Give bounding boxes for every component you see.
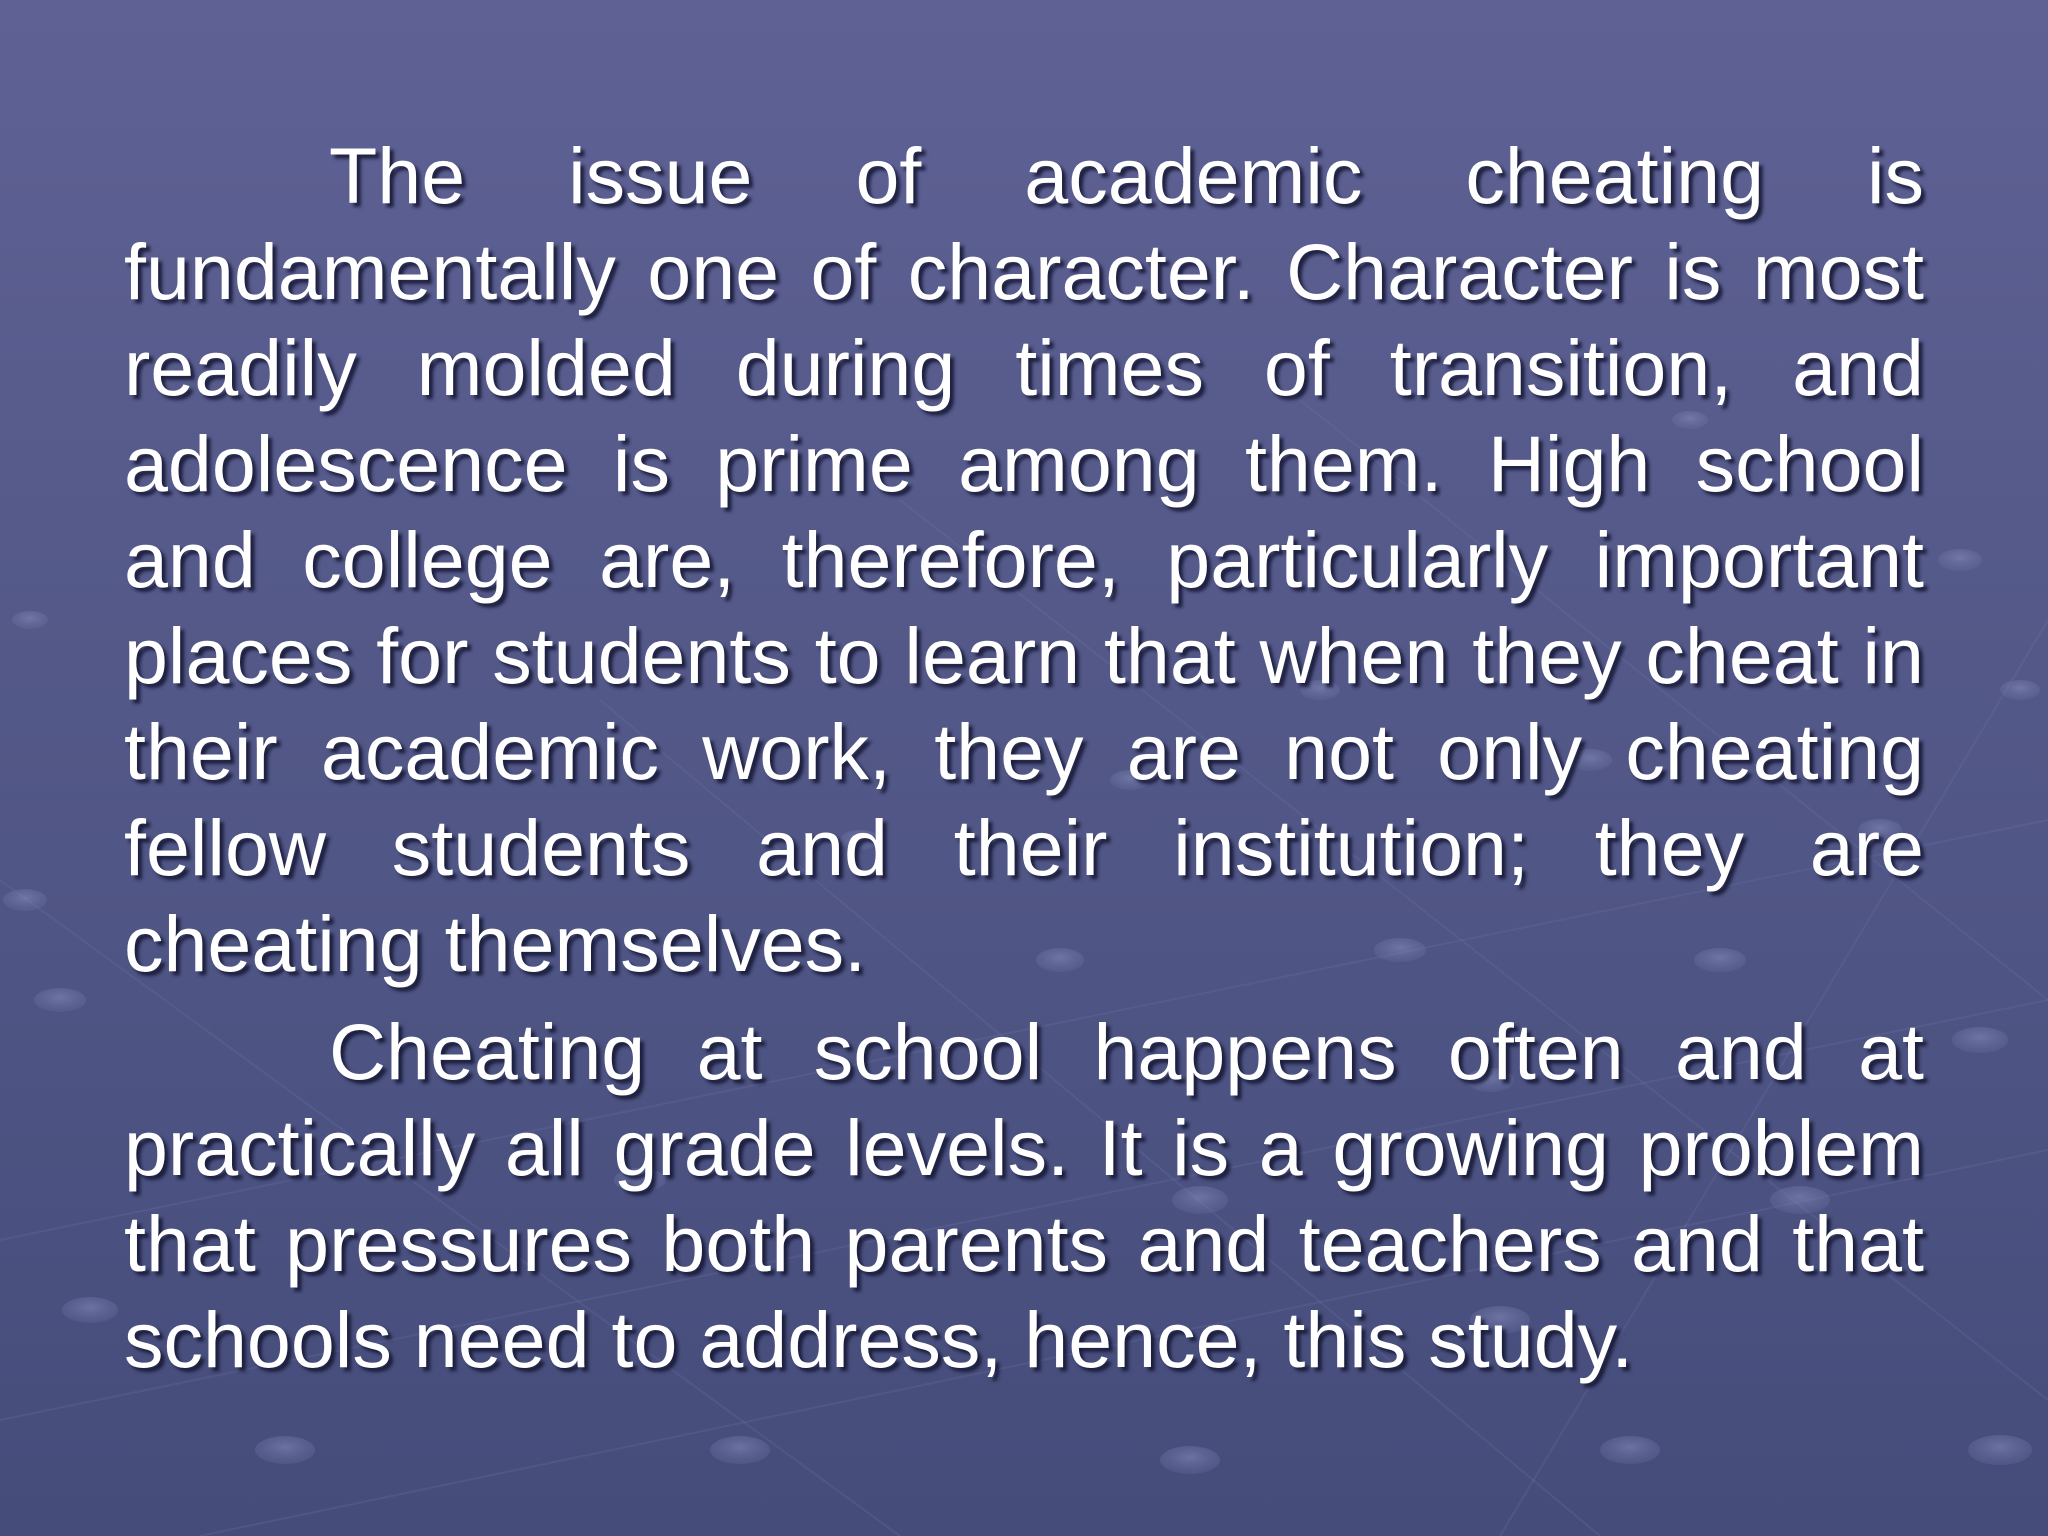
paragraph-2: Cheating at school happens often and at practically all grade levels. It is a growing problem that pressures both parents and teachers and that schools need to address, hence, this study.	[124, 1007, 1924, 1384]
paragraph-1: The issue of academic cheating is fundamentally one of character. Character is most readily molded during times of transition, and adolescence is prime among them. High school and college are, therefore, particularly important places for students to learn that when they cheat in their academic work, they are not only cheating fellow students and their institution; they are cheating themselves.	[124, 131, 1924, 988]
body-text	[124, 128, 1924, 1388]
